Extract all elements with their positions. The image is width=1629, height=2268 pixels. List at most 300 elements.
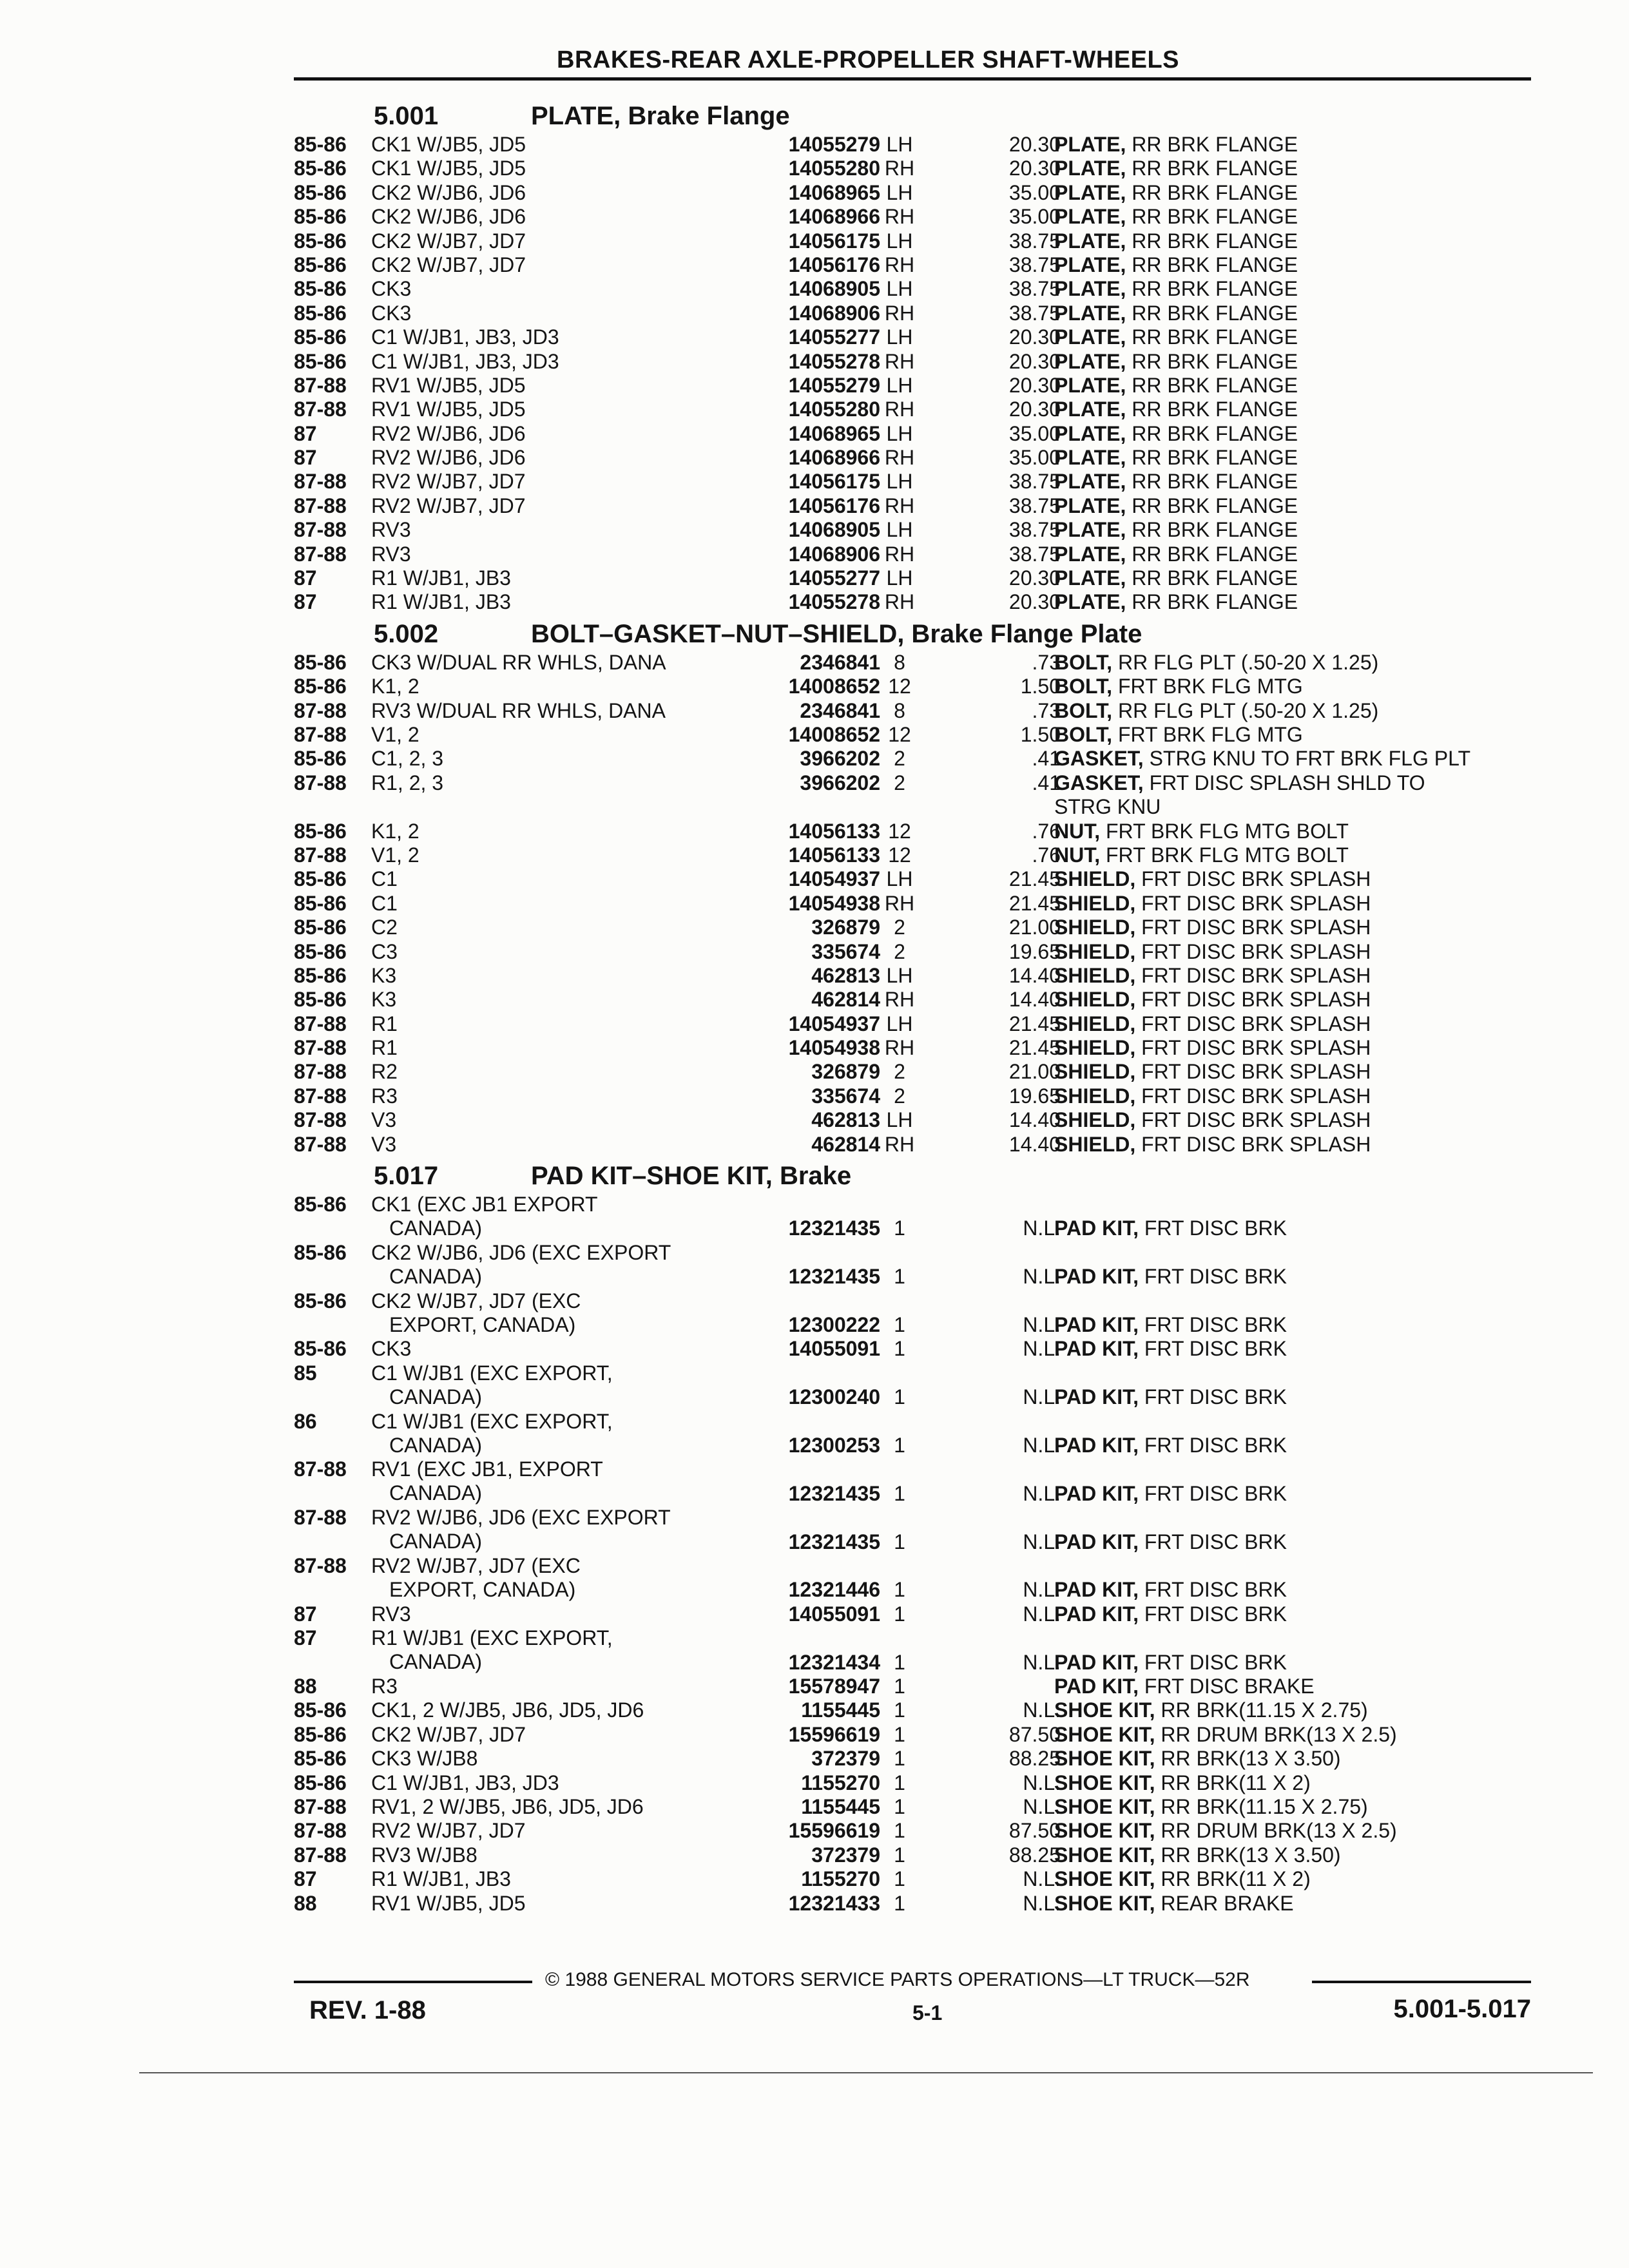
model-application [371, 398, 764, 421]
part-detail: FRT DISC BRK SPLASH [1141, 1036, 1371, 1060]
part-name: SHOE KIT, [1054, 1843, 1155, 1867]
model-year: 87-88 [294, 698, 347, 722]
model-year: 85-86 [294, 157, 347, 180]
price: 38.75 [1008, 229, 1061, 253]
price: N.L. [1023, 1578, 1061, 1602]
model-text: R1 W/JB1, JB3 [371, 566, 511, 590]
model-text: R1 [371, 1036, 398, 1060]
part-name: PLATE, [1054, 277, 1126, 301]
table-row [294, 1084, 1531, 1108]
model-text: RV3 W/JB8 [371, 1843, 477, 1867]
part-detail: RR BRK FLANGE [1132, 157, 1298, 180]
price: .73 [1032, 650, 1061, 674]
price: 20.30 [1008, 398, 1061, 421]
part-number: 14054938 [788, 1036, 880, 1060]
price: N.L. [1023, 1771, 1061, 1794]
part-detail: FRT DISC BRK SPLASH [1141, 1084, 1371, 1108]
model-text: R1 W/JB1 (EXC EXPORT, [371, 1626, 613, 1650]
quantity: 1 [894, 1434, 905, 1457]
model-application [371, 1723, 764, 1747]
part-detail: FRT DISC BRK SPLASH [1141, 891, 1371, 915]
part-name: PLATE, [1054, 518, 1126, 542]
part-description [1054, 1892, 1531, 1916]
quantity: 1 [894, 1602, 905, 1626]
model-year: 85-86 [294, 1747, 347, 1771]
model-text: RV1, 2 W/JB5, JB6, JD5, JD6 [371, 1794, 644, 1818]
part-detail: RR FLG PLT (.50-20 X 1.25) [1117, 650, 1379, 674]
model-year: 87-88 [294, 1060, 347, 1084]
part-number: 462813 [811, 963, 880, 987]
part-number: 326879 [811, 1060, 880, 1084]
model-text: R2 [371, 1060, 398, 1084]
part-description [1054, 699, 1531, 723]
model-year: 87 [294, 446, 317, 470]
part-number: 1155445 [801, 1794, 880, 1818]
table-row [294, 723, 1531, 747]
part-number: 14055278 [788, 349, 880, 373]
model-text: V3 [371, 1132, 397, 1156]
table-row [294, 470, 1531, 494]
part-description [1054, 1337, 1531, 1361]
quantity: 2 [894, 1084, 905, 1108]
part-number: 14055279 [788, 133, 880, 156]
part-name: SHIELD, [1054, 1012, 1136, 1035]
part-description [1054, 1747, 1531, 1771]
quantity: 2 [894, 939, 905, 963]
part-name: SHIELD, [1054, 1036, 1136, 1060]
part-detail: RR BRK(11 X 2) [1161, 1771, 1311, 1794]
model-text: C1 W/JB1 (EXC EXPORT, [371, 1409, 613, 1433]
quantity: 1 [894, 1698, 905, 1722]
model-text: RV1 W/JB5, JD5 [371, 373, 526, 397]
quantity: 2 [894, 916, 905, 939]
quantity: 1 [894, 1313, 905, 1337]
price: 20.30 [1008, 133, 1061, 156]
part-description [1054, 964, 1531, 988]
part-description [1054, 1771, 1531, 1795]
price: 21.00 [1008, 916, 1061, 939]
part-description [1054, 1698, 1531, 1722]
model-year: 87-88 [294, 1084, 347, 1108]
model-year: 85-86 [294, 867, 347, 891]
model-application [371, 325, 764, 349]
part-number: 14068905 [788, 518, 880, 542]
part-name: PLATE, [1054, 301, 1126, 325]
part-name: SHIELD, [1054, 939, 1136, 963]
price: 20.30 [1008, 349, 1061, 373]
part-detail: FRT DISC BRK [1144, 1313, 1287, 1337]
part-detail: RR DRUM BRK(13 X 2.5) [1161, 1722, 1397, 1746]
model-application [371, 1867, 764, 1891]
part-name: SHIELD, [1054, 1084, 1136, 1108]
part-number: 14054937 [788, 1012, 880, 1035]
model-year: 85-86 [294, 675, 347, 698]
quantity: RH [884, 398, 915, 421]
part-number: 14068906 [788, 301, 880, 325]
model-year: 87-88 [294, 1108, 347, 1132]
model-text: RV3 [371, 518, 411, 542]
quantity: LH [886, 1012, 913, 1035]
model-application [371, 916, 764, 939]
part-description [1054, 747, 1531, 771]
price: 38.75 [1008, 542, 1061, 566]
model-application [371, 543, 764, 566]
part-name: SHIELD, [1054, 963, 1136, 987]
part-name: SHIELD, [1054, 1132, 1136, 1156]
price: 87.50 [1008, 1819, 1061, 1843]
quantity: 1 [894, 1481, 905, 1505]
table-row [294, 1698, 1531, 1722]
model-text: CK3 W/DUAL RR WHLS, DANA [371, 650, 666, 674]
table-row [294, 1771, 1531, 1795]
model-text: RV2 W/JB6, JD6 (EXC EXPORT [371, 1506, 671, 1530]
price: 1.50 [1020, 722, 1061, 746]
model-text: RV3 [371, 542, 411, 566]
part-number: 12321446 [788, 1578, 880, 1602]
model-year: 87 [294, 1867, 317, 1891]
model-year: 85-86 [294, 988, 347, 1012]
part-detail: FRT DISC SPLASH SHLD TO [1149, 771, 1425, 794]
model-application [371, 723, 764, 747]
quantity: LH [886, 229, 913, 253]
model-text: K1, 2 [371, 675, 419, 698]
part-detail: RR BRK FLANGE [1132, 349, 1298, 373]
model-text: C1 [371, 867, 398, 891]
model-year: 85-86 [294, 349, 347, 373]
quantity: RH [884, 349, 915, 373]
section-title: BOLT–GASKET–NUT–SHIELD, Brake Flange Plate [531, 619, 1142, 648]
parts-catalog [294, 97, 1531, 1916]
model-year: 87 [294, 421, 317, 445]
part-description [1054, 1482, 1531, 1506]
part-number: 2346841 [800, 698, 880, 722]
part-name: PAD KIT, [1054, 1385, 1139, 1409]
bottom-rule [139, 2072, 1593, 2073]
table-row [294, 518, 1531, 542]
table-row [294, 494, 1531, 518]
part-name: PAD KIT, [1054, 1337, 1139, 1361]
model-text: CK1 W/JB5, JD5 [371, 133, 526, 156]
price: 21.45 [1008, 891, 1061, 915]
part-name: SHIELD, [1054, 916, 1136, 939]
table-row [294, 1747, 1531, 1771]
model-year: 85-86 [294, 1771, 347, 1794]
part-detail: RR BRK FLANGE [1132, 373, 1298, 397]
table-row [294, 253, 1531, 277]
part-description [1054, 253, 1531, 277]
part-number: 12321433 [788, 1891, 880, 1915]
model-text: C3 [371, 939, 398, 963]
model-text-continued: EXPORT, CANADA) [389, 1312, 576, 1336]
model-application [371, 229, 764, 253]
model-year: 85-86 [294, 277, 347, 301]
table-row [294, 590, 1531, 614]
part-detail: FRT DISC BRK SPLASH [1141, 916, 1371, 939]
price: N.L. [1023, 1265, 1061, 1289]
model-year: 87-88 [294, 1132, 347, 1156]
part-name: BOLT, [1054, 675, 1113, 698]
part-number: 14056175 [788, 229, 880, 253]
section-number: 5.017 [374, 1162, 439, 1191]
model-text: K3 [371, 988, 397, 1012]
part-number: 12300253 [788, 1434, 880, 1457]
part-name: PLATE, [1054, 373, 1126, 397]
part-detail: FRT DISC BRK SPLASH [1141, 939, 1371, 963]
part-name: PLATE, [1054, 157, 1126, 180]
table-row [294, 1506, 1531, 1554]
part-description [1054, 157, 1531, 180]
model-application [371, 988, 764, 1012]
model-application [371, 964, 764, 988]
quantity: LH [886, 963, 913, 987]
part-description [1054, 916, 1531, 939]
part-number: 12300222 [788, 1313, 880, 1337]
part-description [1054, 1530, 1531, 1554]
model-application [371, 566, 764, 590]
table-row [294, 566, 1531, 590]
quantity: 1 [894, 1771, 905, 1794]
part-description [1054, 133, 1531, 157]
model-text-continued: CANADA) [389, 1530, 483, 1553]
part-detail: RR BRK FLANGE [1132, 133, 1298, 156]
price: N.L. [1023, 1602, 1061, 1626]
header-rule [294, 77, 1531, 81]
model-year: 87 [294, 590, 317, 614]
price: N.L. [1023, 1337, 1061, 1361]
table-row [294, 157, 1531, 180]
part-detail: FRT DISC BRAKE [1144, 1674, 1315, 1698]
part-number: 12321434 [788, 1650, 880, 1674]
model-application [371, 253, 764, 277]
part-number: 14056176 [788, 494, 880, 517]
table-row [294, 1289, 1531, 1338]
model-year: 85 [294, 1361, 317, 1385]
part-detail: FRT BRK FLG MTG [1117, 675, 1303, 698]
model-year: 87-88 [294, 470, 347, 494]
quantity: LH [886, 277, 913, 301]
part-number: 14056176 [788, 253, 880, 276]
part-description [1054, 1108, 1531, 1132]
part-description [1054, 229, 1531, 253]
part-description [1054, 325, 1531, 349]
part-description [1054, 1385, 1531, 1409]
model-application [371, 277, 764, 301]
part-detail: FRT DISC BRK [1144, 1602, 1287, 1626]
part-name: PLATE, [1054, 494, 1126, 517]
part-description [1054, 867, 1531, 891]
model-text: K1, 2 [371, 819, 419, 843]
price: 14.40 [1008, 1108, 1061, 1132]
part-number: 1155270 [801, 1771, 880, 1794]
model-application [371, 1675, 764, 1698]
part-description [1054, 1843, 1531, 1867]
part-name: PLATE, [1054, 229, 1126, 253]
quantity: 8 [894, 698, 905, 722]
part-description [1054, 1012, 1531, 1036]
part-detail: RR BRK FLANGE [1132, 590, 1298, 614]
part-number: 1155270 [801, 1867, 880, 1891]
part-description [1054, 566, 1531, 590]
part-detail: FRT DISC BRK SPLASH [1141, 1060, 1371, 1084]
model-text-continued: EXPORT, CANADA) [389, 1578, 576, 1601]
model-text: RV2 W/JB7, JD7 [371, 470, 526, 494]
part-detail: RR BRK FLANGE [1132, 229, 1298, 253]
model-text: R3 [371, 1674, 398, 1698]
model-application [371, 820, 764, 843]
model-text: R1, 2, 3 [371, 771, 444, 794]
part-detail: FRT BRK FLG MTG BOLT [1106, 843, 1349, 867]
model-text: RV1 (EXC JB1, EXPORT [371, 1457, 603, 1481]
part-number: 14054938 [788, 891, 880, 915]
quantity: RH [884, 494, 915, 517]
model-application [371, 1602, 764, 1626]
model-text-continued: CANADA) [389, 1650, 483, 1674]
revision-label: REV. 1-88 [309, 1996, 426, 2024]
quantity: LH [886, 867, 913, 891]
table-row [294, 651, 1531, 675]
price: .73 [1032, 698, 1061, 722]
part-detail: FRT BRK FLG MTG [1117, 722, 1303, 746]
model-text: C1 W/JB1, JB3, JD3 [371, 1771, 559, 1794]
model-text: RV2 W/JB7, JD7 [371, 1819, 526, 1843]
model-text: CK3 W/JB8 [371, 1747, 478, 1771]
part-name: PAD KIT, [1054, 1481, 1139, 1505]
price: .76 [1032, 843, 1061, 867]
model-year: 85-86 [294, 963, 347, 987]
quantity: RH [884, 590, 915, 614]
table-row [294, 374, 1531, 398]
model-application [371, 1084, 764, 1108]
price: 87.50 [1008, 1722, 1061, 1746]
model-year: 87-88 [294, 1457, 347, 1481]
quantity: 1 [894, 1843, 905, 1867]
quantity: 1 [894, 1530, 905, 1553]
price: 20.30 [1008, 566, 1061, 590]
part-number: 14008652 [788, 722, 880, 746]
model-application [371, 747, 764, 771]
part-name: SHOE KIT, [1054, 1819, 1155, 1843]
model-text: V1, 2 [371, 722, 419, 746]
part-description [1054, 723, 1531, 747]
price: N.L. [1023, 1530, 1061, 1553]
part-name: PAD KIT, [1054, 1602, 1139, 1626]
quantity: 1 [894, 1265, 905, 1289]
model-text: CK2 W/JB6, JD6 [371, 205, 526, 229]
model-year: 85-86 [294, 819, 347, 843]
model-year: 85-86 [294, 1698, 347, 1722]
table-row [294, 181, 1531, 205]
model-year: 87-88 [294, 373, 347, 397]
quantity: 12 [888, 819, 911, 843]
table-row [294, 1012, 1531, 1036]
part-number: 14055280 [788, 398, 880, 421]
model-year: 87 [294, 1626, 317, 1650]
quantity: 1 [894, 1337, 905, 1361]
part-number: 12321435 [788, 1481, 880, 1505]
model-year: 87-88 [294, 518, 347, 542]
part-detail: FRT DISC BRK [1144, 1337, 1287, 1361]
price: 14.40 [1008, 1132, 1061, 1156]
part-number: 14068966 [788, 205, 880, 229]
part-name: SHIELD, [1054, 1108, 1136, 1132]
quantity: LH [886, 1108, 913, 1132]
part-name: SHOE KIT, [1054, 1794, 1155, 1818]
model-text: C1 W/JB1, JB3, JD3 [371, 349, 559, 373]
price: 1.50 [1020, 675, 1061, 698]
quantity: RH [884, 446, 915, 470]
table-row [294, 350, 1531, 374]
model-text: CK2 W/JB7, JD7 [371, 253, 526, 276]
model-application [371, 446, 764, 470]
model-text: RV3 [371, 1602, 411, 1626]
part-detail: RR BRK FLANGE [1132, 446, 1298, 470]
quantity: 2 [894, 771, 905, 794]
model-year: 85-86 [294, 939, 347, 963]
part-number: 335674 [811, 1084, 880, 1108]
price: 19.65 [1008, 939, 1061, 963]
quantity: RH [884, 301, 915, 325]
price: N.L. [1023, 1698, 1061, 1722]
model-year: 85-86 [294, 916, 347, 939]
part-number: 335674 [811, 939, 880, 963]
part-number: 15578947 [788, 1674, 880, 1698]
model-application [371, 1771, 764, 1795]
model-year: 87-88 [294, 1012, 347, 1035]
part-name: SHOE KIT, [1054, 1771, 1155, 1794]
part-detail: REAR BRAKE [1161, 1891, 1294, 1915]
part-detail: RR BRK FLANGE [1132, 494, 1298, 517]
model-application [371, 1747, 764, 1771]
model-text: CK1, 2 W/JB5, JB6, JD5, JD6 [371, 1698, 644, 1722]
table-row [294, 1060, 1531, 1084]
part-name: SHIELD, [1054, 1060, 1136, 1084]
model-application [371, 843, 764, 867]
price: 20.30 [1008, 157, 1061, 180]
table-row [294, 1819, 1531, 1843]
part-number: 462814 [811, 1132, 880, 1156]
section-heading [294, 97, 1531, 133]
table-row [294, 988, 1531, 1012]
part-number: 3966202 [800, 771, 880, 794]
model-application [371, 771, 764, 795]
part-detail: FRT DISC BRK [1144, 1216, 1287, 1240]
table-row [294, 1361, 1531, 1410]
table-row [294, 1241, 1531, 1289]
part-detail: RR BRK(13 X 3.50) [1161, 1843, 1341, 1867]
part-description [1054, 1867, 1531, 1891]
model-text: RV1 W/JB5, JD5 [371, 1891, 526, 1915]
quantity: LH [886, 470, 913, 494]
part-description [1054, 1651, 1531, 1675]
part-name: BOLT, [1054, 698, 1113, 722]
table-row [294, 843, 1531, 867]
part-number: 1155445 [801, 1698, 880, 1722]
quantity: 2 [894, 747, 905, 771]
model-year: 87-88 [294, 1036, 347, 1060]
part-detail: RR BRK FLANGE [1132, 325, 1298, 349]
model-year: 87-88 [294, 398, 347, 421]
price: N.L. [1023, 1650, 1061, 1674]
part-description [1054, 398, 1531, 421]
part-number: 14068906 [788, 542, 880, 566]
part-number: 462814 [811, 988, 880, 1012]
model-text: V1, 2 [371, 843, 419, 867]
model-text: CK3 [371, 277, 412, 301]
price: 35.00 [1008, 180, 1061, 204]
part-detail: FRT DISC BRK SPLASH [1141, 1108, 1371, 1132]
quantity: 1 [894, 1819, 905, 1843]
quantity: 1 [894, 1722, 905, 1746]
